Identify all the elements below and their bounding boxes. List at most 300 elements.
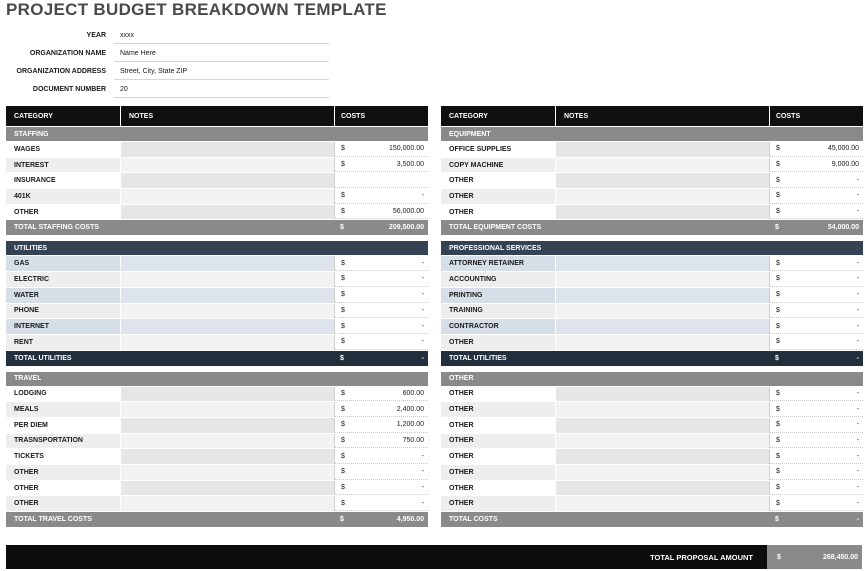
section-title: PROFESSIONAL SERVICES [449, 244, 542, 252]
row-category: TRASNSPORTATION [14, 437, 83, 445]
table-header [6, 106, 428, 127]
cost-cell[interactable] [769, 481, 863, 496]
total-label: TOTAL UTILITIES [449, 354, 507, 362]
cost-cell[interactable] [334, 142, 428, 157]
cost-cell[interactable] [769, 142, 863, 157]
budget-table-right [441, 106, 863, 528]
row-category: 401K [14, 192, 31, 200]
cost-value: - [856, 208, 859, 216]
row-category: ACCOUNTING [449, 275, 497, 283]
table-row [6, 465, 428, 481]
currency-symbol: $ [776, 291, 780, 299]
cost-value: 600.00 [402, 389, 424, 397]
budget-table-left [6, 106, 428, 528]
cost-value: - [856, 405, 859, 413]
currency-symbol: $ [341, 259, 345, 267]
notes-cell[interactable] [120, 205, 334, 220]
cost-cell[interactable] [334, 158, 428, 173]
row-category: OTHER [14, 468, 39, 476]
table-row [441, 256, 863, 272]
table-row [441, 465, 863, 481]
currency-symbol: $ [775, 224, 779, 232]
notes-cell[interactable] [120, 256, 334, 271]
table-row [441, 481, 863, 497]
notes-cell[interactable] [555, 189, 769, 204]
table-row [441, 142, 863, 158]
notes-cell[interactable] [120, 387, 334, 402]
currency-symbol: $ [341, 338, 345, 346]
notes-cell[interactable] [555, 449, 769, 464]
notes-cell[interactable] [120, 465, 334, 480]
cost-value: 750.00 [402, 436, 424, 444]
row-category: ELECTRIC [14, 275, 49, 283]
cost-value: - [856, 389, 859, 397]
cost-cell[interactable] [334, 319, 428, 334]
table-row [441, 434, 863, 450]
cost-value: 1,200.00 [396, 421, 424, 429]
cost-value: - [421, 338, 424, 346]
section-travel [6, 372, 428, 529]
cost-cell[interactable] [769, 496, 863, 511]
header-notes: NOTES [120, 106, 334, 126]
table-row [441, 288, 863, 304]
row-category: WATER [14, 291, 39, 299]
notes-cell[interactable] [120, 319, 334, 334]
notes-cell[interactable] [555, 496, 769, 511]
cost-cell[interactable] [334, 387, 428, 402]
section-title-row [441, 372, 863, 387]
currency-symbol: $ [776, 161, 780, 169]
cost-cell[interactable] [334, 418, 428, 433]
table-row [6, 304, 428, 320]
cost-value: - [856, 291, 859, 299]
notes-cell[interactable] [120, 288, 334, 303]
total-value: - [856, 516, 859, 524]
section-title-row [441, 127, 863, 142]
total-value: 209,500.00 [388, 224, 424, 232]
row-category: OFFICE SUPPLIES [449, 145, 512, 153]
row-category: ATTORNEY RETAINER [449, 260, 524, 268]
cost-cell[interactable] [334, 402, 428, 417]
row-category: PHONE [14, 307, 39, 315]
info-label: YEAR [86, 31, 106, 39]
cost-value: - [856, 306, 859, 314]
row-category: OTHER [449, 421, 474, 429]
currency-symbol: $ [341, 405, 345, 413]
row-category: OTHER [449, 177, 474, 185]
section-title-row [6, 127, 428, 142]
notes-cell[interactable] [555, 335, 769, 350]
table-row [441, 304, 863, 320]
currency-symbol: $ [341, 499, 345, 507]
section-title: EQUIPMENT [449, 130, 491, 138]
cost-cell[interactable] [334, 496, 428, 511]
row-category: OTHER [449, 500, 474, 508]
row-category: OTHER [449, 453, 474, 461]
table-row [6, 434, 428, 450]
currency-symbol: $ [341, 192, 345, 200]
currency-symbol: $ [776, 275, 780, 283]
cost-value: - [421, 291, 424, 299]
currency-symbol: $ [776, 405, 780, 413]
cost-value: - [421, 468, 424, 476]
section-title: TRAVEL [14, 375, 42, 383]
row-category: OTHER [449, 437, 474, 445]
cost-value: - [421, 275, 424, 283]
table-row [6, 142, 428, 158]
info-label: DOCUMENT NUMBER [32, 85, 106, 93]
notes-cell[interactable] [555, 158, 769, 173]
notes-cell[interactable] [555, 434, 769, 449]
currency-symbol: $ [341, 306, 345, 314]
section-title: UTILITIES [14, 244, 48, 252]
currency-symbol: $ [341, 291, 345, 299]
organization-name-field[interactable]: Name Here [114, 45, 329, 62]
currency-symbol: $ [776, 322, 780, 330]
table-row [441, 272, 863, 288]
table-row [441, 402, 863, 418]
section-title-row [6, 372, 428, 387]
cost-cell[interactable] [334, 173, 428, 188]
table-row [441, 173, 863, 189]
section-title: STAFFING [14, 130, 49, 138]
total-row [6, 220, 428, 236]
currency-symbol: $ [776, 389, 780, 397]
cost-cell[interactable] [334, 449, 428, 464]
cost-cell[interactable] [334, 434, 428, 449]
header-category: CATEGORY [449, 112, 488, 120]
table-row [441, 335, 863, 351]
currency-symbol: $ [776, 208, 780, 216]
info-row-doc-number [6, 80, 329, 98]
cost-value: - [856, 192, 859, 200]
cost-value: - [421, 322, 424, 330]
currency-symbol: $ [341, 484, 345, 492]
currency-symbol: $ [777, 553, 781, 561]
info-label: ORGANIZATION ADDRESS [16, 67, 106, 75]
cost-value: - [421, 452, 424, 460]
notes-cell[interactable] [555, 319, 769, 334]
cost-cell[interactable] [334, 465, 428, 480]
info-row-year [6, 26, 329, 44]
table-row [6, 173, 428, 189]
currency-symbol: $ [776, 452, 780, 460]
currency-symbol: $ [341, 161, 345, 169]
section-equipment [441, 127, 863, 236]
notes-cell[interactable] [120, 335, 334, 350]
table-row [6, 496, 428, 512]
total-label: TOTAL TRAVEL COSTS [14, 516, 92, 524]
notes-cell[interactable] [120, 402, 334, 417]
total-cost [769, 512, 863, 527]
cost-value: - [856, 275, 859, 283]
cost-cell[interactable] [769, 189, 863, 204]
table-row [441, 158, 863, 174]
notes-cell[interactable] [120, 304, 334, 319]
cost-cell[interactable] [334, 272, 428, 287]
currency-symbol: $ [340, 354, 344, 362]
table-row [6, 272, 428, 288]
cost-cell[interactable] [769, 449, 863, 464]
currency-symbol: $ [776, 499, 780, 507]
table-header [441, 106, 863, 127]
cost-value: - [856, 468, 859, 476]
notes-cell[interactable] [120, 449, 334, 464]
total-label: TOTAL STAFFING COSTS [14, 224, 100, 232]
notes-cell[interactable] [555, 304, 769, 319]
total-value: - [421, 354, 424, 362]
total-row [441, 351, 863, 367]
row-category: OTHER [449, 390, 474, 398]
row-category: CONTRACTOR [449, 323, 499, 331]
notes-cell[interactable] [120, 189, 334, 204]
row-category: WAGES [14, 145, 41, 153]
document-info [6, 26, 329, 98]
currency-symbol: $ [776, 436, 780, 444]
currency-symbol: $ [340, 224, 344, 232]
header-costs: COSTS [334, 106, 428, 126]
cost-value: - [856, 322, 859, 330]
notes-cell[interactable] [555, 205, 769, 220]
row-category: OTHER [449, 338, 474, 346]
currency-symbol: $ [775, 354, 779, 362]
info-label: ORGANIZATION NAME [29, 49, 106, 57]
cost-value: 56,000.00 [392, 208, 424, 216]
currency-symbol: $ [776, 192, 780, 200]
table-row [6, 387, 428, 403]
cost-value: - [856, 421, 859, 429]
cost-value: - [856, 259, 859, 267]
notes-cell[interactable] [120, 481, 334, 496]
row-category: OTHER [449, 468, 474, 476]
notes-cell[interactable] [120, 142, 334, 157]
total-value: 54,000.00 [827, 224, 859, 232]
cost-value: - [421, 306, 424, 314]
section-title-row [441, 241, 863, 256]
notes-cell[interactable] [555, 256, 769, 271]
notes-cell[interactable] [555, 142, 769, 157]
table-row [441, 189, 863, 205]
row-category: MEALS [14, 406, 39, 414]
total-value: - [856, 354, 859, 362]
total-proposal-label: TOTAL PROPOSAL AMOUNT [650, 552, 753, 562]
currency-symbol: $ [776, 176, 780, 184]
cost-cell[interactable] [769, 304, 863, 319]
table-row [441, 205, 863, 221]
notes-cell[interactable] [120, 496, 334, 511]
cost-cell[interactable] [334, 205, 428, 220]
currency-symbol: $ [776, 145, 780, 153]
cost-cell[interactable] [769, 158, 863, 173]
row-category: OTHER [449, 406, 474, 414]
table-row [6, 189, 428, 205]
cost-cell[interactable] [769, 335, 863, 350]
cost-cell[interactable] [334, 335, 428, 350]
total-label: TOTAL UTILITIES [14, 354, 72, 362]
row-category: COPY MACHINE [449, 161, 504, 169]
notes-cell[interactable] [555, 418, 769, 433]
cost-cell[interactable] [769, 319, 863, 334]
row-category: PER DIEM [14, 421, 48, 429]
row-category: OTHER [14, 500, 39, 508]
cost-cell[interactable] [769, 418, 863, 433]
currency-symbol: $ [340, 516, 344, 524]
year-field[interactable]: xxxx [114, 27, 329, 44]
notes-cell[interactable] [120, 173, 334, 188]
page-title: PROJECT BUDGET BREAKDOWN TEMPLATE [6, 0, 387, 19]
total-proposal-bar [6, 545, 862, 569]
table-row [6, 319, 428, 335]
total-label: TOTAL EQUIPMENT COSTS [449, 224, 542, 232]
table-row [6, 481, 428, 497]
cost-cell[interactable] [769, 402, 863, 417]
notes-cell[interactable] [555, 465, 769, 480]
row-category: INTERNET [14, 323, 49, 331]
section-professional-services [441, 241, 863, 366]
cost-cell[interactable] [769, 205, 863, 220]
row-category: OTHER [449, 484, 474, 492]
table-row [441, 319, 863, 335]
cost-value: - [856, 499, 859, 507]
total-cost [769, 351, 863, 366]
section-utilities [6, 241, 428, 366]
notes-cell[interactable] [555, 481, 769, 496]
currency-symbol: $ [341, 452, 345, 460]
notes-cell[interactable] [120, 434, 334, 449]
notes-cell[interactable] [120, 158, 334, 173]
cost-value: - [856, 484, 859, 492]
row-category: OTHER [14, 208, 39, 216]
total-label: TOTAL COSTS [449, 516, 498, 524]
total-proposal-amount [767, 545, 862, 569]
cost-cell[interactable] [334, 304, 428, 319]
total-cost [769, 220, 863, 235]
header-costs: COSTS [769, 106, 863, 126]
currency-symbol: $ [341, 389, 345, 397]
cost-cell[interactable] [769, 272, 863, 287]
notes-cell[interactable] [120, 272, 334, 287]
currency-symbol: $ [776, 484, 780, 492]
total-row [6, 512, 428, 528]
table-row [6, 256, 428, 272]
table-row [441, 387, 863, 403]
section-title-row [6, 241, 428, 256]
table-row [6, 158, 428, 174]
cost-value: - [421, 259, 424, 267]
currency-symbol: $ [341, 275, 345, 283]
table-row [6, 288, 428, 304]
cost-cell[interactable] [769, 173, 863, 188]
section-other [441, 372, 863, 529]
currency-symbol: $ [341, 322, 345, 330]
table-row [441, 449, 863, 465]
cost-value: 45,000.00 [827, 145, 859, 153]
cost-value: 2,400.00 [396, 405, 424, 413]
currency-symbol: $ [341, 468, 345, 476]
cost-value: - [856, 452, 859, 460]
total-cost [334, 512, 428, 527]
row-category: PRINTING [449, 291, 483, 299]
row-category: RENT [14, 338, 34, 346]
currency-symbol: $ [776, 259, 780, 267]
cost-value: 9,000.00 [831, 161, 859, 169]
total-cost [334, 220, 428, 235]
currency-symbol: $ [776, 468, 780, 476]
table-row [6, 205, 428, 221]
row-category: TICKETS [14, 453, 44, 461]
header-notes: NOTES [555, 106, 769, 126]
table-row [441, 418, 863, 434]
row-category: OTHER [449, 192, 474, 200]
currency-symbol: $ [341, 421, 345, 429]
cost-cell[interactable] [769, 387, 863, 402]
table-row [6, 402, 428, 418]
notes-cell[interactable] [555, 288, 769, 303]
cost-cell[interactable] [769, 465, 863, 480]
table-row [6, 418, 428, 434]
notes-cell[interactable] [555, 173, 769, 188]
notes-cell[interactable] [555, 272, 769, 287]
cost-cell[interactable] [769, 288, 863, 303]
currency-symbol: $ [775, 516, 779, 524]
organization-address-field[interactable]: Street, City, State ZIP [114, 63, 329, 80]
row-category: INSURANCE [14, 177, 56, 185]
total-row [441, 220, 863, 236]
currency-symbol: $ [776, 421, 780, 429]
currency-symbol: $ [341, 145, 345, 153]
cost-value: - [856, 436, 859, 444]
total-value: 4,950.00 [396, 516, 424, 524]
cost-cell[interactable] [334, 189, 428, 204]
total-row [6, 351, 428, 367]
cost-value: - [856, 338, 859, 346]
total-proposal-value: 268,450.00 [822, 553, 858, 561]
cost-cell[interactable] [334, 256, 428, 271]
table-row [6, 449, 428, 465]
row-category: INTEREST [14, 161, 49, 169]
row-category: TRAINING [449, 307, 483, 315]
cost-cell[interactable] [769, 256, 863, 271]
cost-cell[interactable] [769, 434, 863, 449]
row-category: LODGING [14, 390, 47, 398]
info-row-org-address [6, 62, 329, 80]
cost-cell[interactable] [334, 481, 428, 496]
table-row [6, 335, 428, 351]
notes-cell[interactable] [555, 387, 769, 402]
currency-symbol: $ [341, 208, 345, 216]
document-number-field[interactable]: 20 [114, 81, 329, 98]
currency-symbol: $ [776, 306, 780, 314]
info-row-org-name [6, 44, 329, 62]
notes-cell[interactable] [120, 418, 334, 433]
cost-value: 3,500.00 [396, 161, 424, 169]
section-staffing [6, 127, 428, 236]
cost-cell[interactable] [334, 288, 428, 303]
cost-value: - [421, 499, 424, 507]
currency-symbol: $ [341, 436, 345, 444]
currency-symbol: $ [776, 338, 780, 346]
total-cost [334, 351, 428, 366]
row-category: GAS [14, 260, 30, 268]
notes-cell[interactable] [555, 402, 769, 417]
cost-value: 150,000.00 [388, 145, 424, 153]
row-category: OTHER [449, 208, 474, 216]
row-category: OTHER [14, 484, 39, 492]
table-row [441, 496, 863, 512]
header-category: CATEGORY [14, 112, 53, 120]
cost-value: - [421, 484, 424, 492]
total-row [441, 512, 863, 528]
